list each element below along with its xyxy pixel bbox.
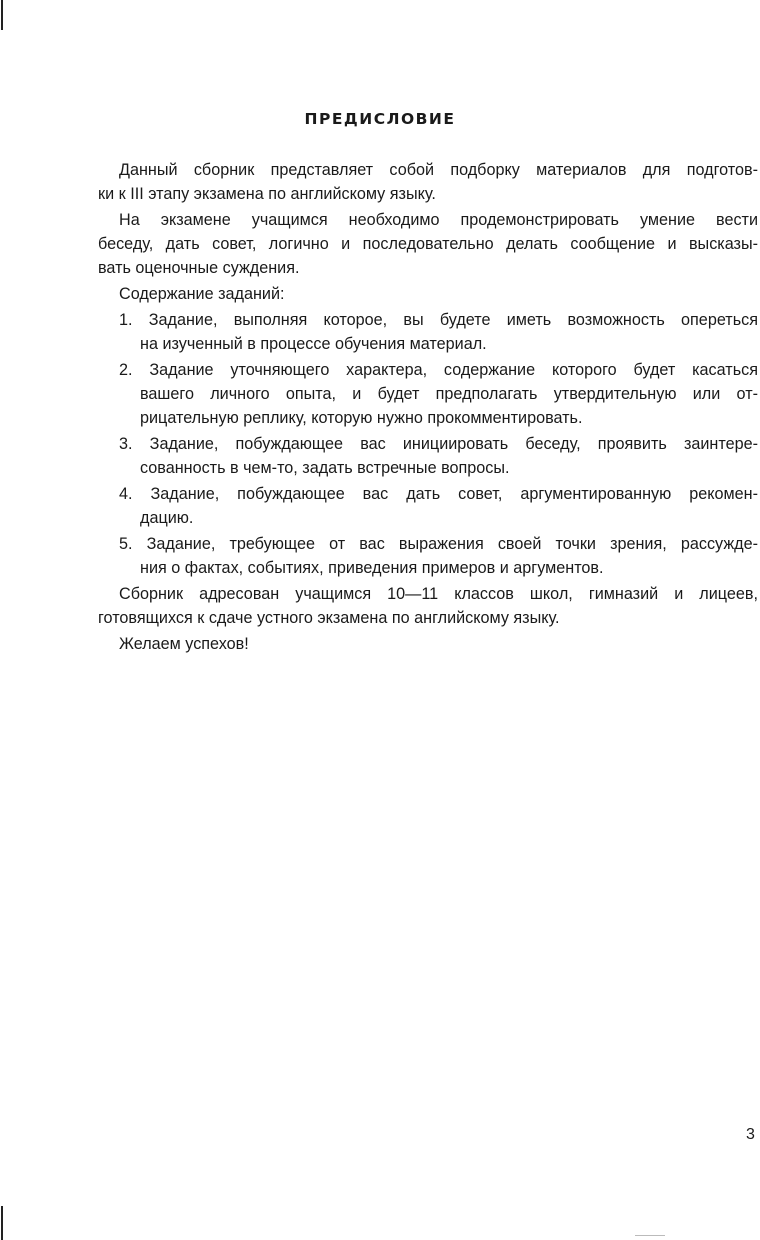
crop-mark-bottom-left [1, 1206, 3, 1240]
page-title: ПРЕДИСЛОВИЕ [304, 110, 456, 128]
paragraph-line: ки к III этапу экзамена по английскому языку. [98, 185, 436, 203]
paragraph-line: вать оценочные суждения. [98, 259, 300, 277]
page-number: 3 [746, 1126, 755, 1143]
list-item: 4. Задание, побуждающее вас дать совет, аргументированную рекомен- [119, 485, 758, 503]
crop-mark-top-left [1, 0, 3, 30]
paragraph-line: Данный сборник представляет собой подборку материалов для подготов- [119, 161, 758, 179]
list-item: 2. Задание уточняющего характера, содержание которого будет касаться [119, 361, 758, 379]
list-item-continuation: на изученный в процессе обучения материал. [140, 335, 487, 353]
list-item: 5. Задание, требующее от вас выражения своей точки зрения, рассужде- [119, 535, 758, 553]
closing-line: Желаем успехов! [119, 635, 249, 653]
list-item: 1. Задание, выполняя которое, вы будете иметь возможность опереться [119, 311, 758, 329]
paragraph-line: Сборник адресован учащимся 10—11 классов школ, гимназий и лицеев, [119, 585, 758, 603]
list-heading: Содержание заданий: [119, 285, 285, 303]
paragraph-line: беседу, дать совет, логично и последовательно делать сообщение и высказы- [98, 235, 758, 253]
list-item-continuation: рицательную реплику, которую нужно прокомментировать. [140, 409, 583, 427]
paragraph-line: На экзамене учащимся необходимо продемонстрировать умение вести [119, 211, 758, 229]
list-item: 3. Задание, побуждающее вас инициировать беседу, проявить заинтере- [119, 435, 758, 453]
list-item-continuation: ния о фактах, событиях, приведения примеров и аргументов. [140, 559, 604, 577]
crop-mark-bottom-right [635, 1235, 665, 1236]
paragraph-line: готовящихся к сдаче устного экзамена по английскому языку. [98, 609, 560, 627]
list-item-continuation: сованность в чем-то, задать встречные вопросы. [140, 459, 510, 477]
list-item-continuation: вашего личного опыта, и будет предполагать утвердительную или от- [140, 385, 758, 403]
list-item-continuation: дацию. [140, 509, 194, 527]
